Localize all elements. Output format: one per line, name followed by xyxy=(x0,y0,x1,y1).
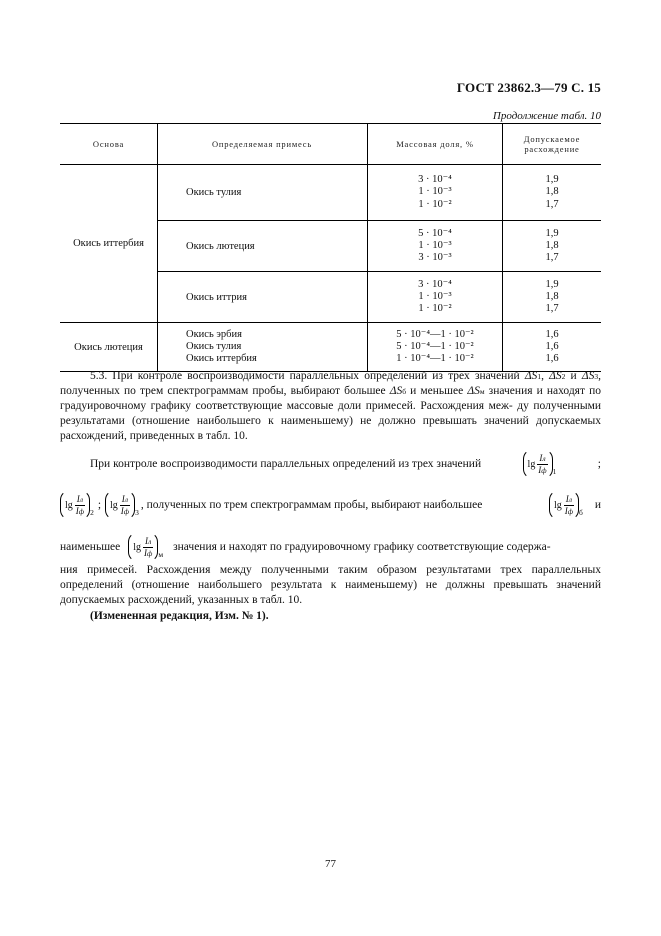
subscript: б xyxy=(579,508,583,517)
denominator: I xyxy=(120,505,124,516)
tolerance-value: 1,6 xyxy=(545,353,559,365)
tolerance-value: 1,8 xyxy=(545,239,559,251)
tolerance-value: 1,7 xyxy=(545,198,559,210)
fraction-value: 1 · 10⁻⁴—1 · 10⁻² xyxy=(396,353,474,365)
lg-label: lg xyxy=(65,499,73,511)
fraction xyxy=(120,494,130,517)
fraction-value: 1 · 10⁻² xyxy=(418,198,452,210)
formula-lg-ratio-2 xyxy=(60,490,94,520)
col-header-tolerance: Допускаемое расхождение xyxy=(503,124,602,165)
subscript: м xyxy=(479,387,485,396)
fraction xyxy=(143,536,153,559)
table-continuation-label: Продолжение табл. 10 xyxy=(492,110,601,122)
fraction-value: 1 · 10⁻³ xyxy=(418,239,452,251)
table-row xyxy=(60,165,601,221)
subscript: 1 xyxy=(552,467,557,476)
subscript: л xyxy=(148,536,152,546)
impurity-name: Окись тулия xyxy=(186,340,242,352)
text: и xyxy=(594,498,601,511)
col-header-impurity: Определяемая примесь xyxy=(158,124,368,165)
cell-fractions xyxy=(368,221,503,272)
paragraph-2-line-3 xyxy=(60,532,601,562)
fraction xyxy=(537,453,547,476)
lg-label: lg xyxy=(527,458,536,470)
lg-label: lg xyxy=(110,499,118,511)
symbol: ΔS xyxy=(581,370,595,382)
subscript: м xyxy=(158,550,164,559)
fraction xyxy=(75,494,85,517)
formula-lg-ratio-min xyxy=(128,532,163,562)
fraction xyxy=(564,494,574,517)
paragraph-2-line-1 xyxy=(90,449,601,479)
subscript: 2 xyxy=(561,372,566,381)
formula-paren xyxy=(549,490,579,520)
fraction-value: 3 · 10⁻⁴ xyxy=(418,278,452,290)
cell-base: Окись лютеция xyxy=(60,323,158,372)
text: и xyxy=(565,370,582,382)
subscript: б xyxy=(402,387,407,396)
page-number: 77 xyxy=(325,858,336,870)
formula-lg-ratio-1 xyxy=(523,449,557,479)
cell-tolerances xyxy=(503,165,602,221)
subscript: л xyxy=(124,494,129,504)
tolerance-value: 1,8 xyxy=(545,186,559,198)
formula-paren xyxy=(128,532,158,562)
subscript: л xyxy=(568,494,573,504)
symbol: ΔS xyxy=(524,370,538,382)
paragraph-2-rest: ния примесей. Расхождения между полученными таким образом результатами трех параллельных определений (отношение наибольшего результата к наименьшему) не должны превышать значений допускаемых расхождений, указанных в табл. 10. xyxy=(60,564,601,606)
tolerance-value: 1,6 xyxy=(545,328,559,340)
subscript: л xyxy=(542,453,546,463)
document-header: ГОСТ 23862.3—79 С. 15 xyxy=(456,80,601,95)
subscript: ф xyxy=(78,506,85,516)
lg-label: lg xyxy=(553,499,562,511)
impurity-name: Окись эрбия xyxy=(186,328,242,340)
fraction-value: 1 · 10⁻³ xyxy=(418,290,452,302)
subscript: ф xyxy=(123,506,130,516)
denominator: I xyxy=(564,505,568,516)
subscript: ф xyxy=(541,465,547,475)
tolerance-value: 1,7 xyxy=(545,303,559,315)
subscript: 1 xyxy=(537,372,542,381)
cell-impurity: Окись иттрия xyxy=(158,272,368,323)
symbol: ΔS xyxy=(467,385,480,397)
fraction-value: 3 · 10⁻⁴ xyxy=(418,174,452,186)
table-header-row xyxy=(60,124,601,165)
col-header-fraction: Массовая доля, % xyxy=(368,124,503,165)
table-row xyxy=(60,323,601,372)
cell-tolerances xyxy=(503,272,602,323)
tolerance-value: 1,9 xyxy=(545,227,559,239)
numerator: I xyxy=(145,535,149,546)
data-table xyxy=(60,123,601,372)
subscript: ф xyxy=(147,548,153,558)
tolerance-value: 1,9 xyxy=(545,278,559,290)
cell-tolerances xyxy=(503,323,602,372)
tolerance-value: 1,8 xyxy=(545,290,559,302)
paragraph-2-line-2 xyxy=(60,490,601,520)
formula-lg-ratio-3 xyxy=(105,490,139,520)
cell-impurities xyxy=(158,323,368,372)
text: ; xyxy=(597,457,601,470)
tolerance-value: 1,9 xyxy=(545,174,559,186)
symbol: ΔS xyxy=(389,385,403,397)
text: 5.3. При контроле воспроизводимости параллельных определений из трех значений xyxy=(90,370,525,382)
text: ; xyxy=(97,498,102,511)
numerator: I xyxy=(539,452,543,463)
text: , полученных по трем спектрограммам пробы, выбирают наибольшее xyxy=(140,498,483,511)
text: значения и находят по градуировочному графику соответствующие массовые доли примесей. Расхождения меж- ду полученными результатами (отношение наибольшего к наименьшему) не должно превышать значений допускаемых расхождений, приведенных в табл. 10. xyxy=(60,385,601,442)
cell-fractions xyxy=(368,323,503,372)
cell-impurity: Окись тулия xyxy=(158,165,368,221)
text: , полученных по трем спектрограммам пробы, выбирают большее xyxy=(60,370,602,397)
subscript: ф xyxy=(567,506,574,516)
numerator: I xyxy=(121,493,125,504)
text: , xyxy=(541,370,550,382)
cell-fractions xyxy=(368,165,503,221)
fraction-value: 3 · 10⁻³ xyxy=(418,252,452,264)
text: значения и находят по градуировочному графику соответствующие содержа- xyxy=(173,540,551,553)
subscript: 3 xyxy=(135,508,139,517)
denominator: I xyxy=(144,547,148,558)
fraction-value: 1 · 10⁻³ xyxy=(418,186,452,198)
text: При контроле воспроизводимости параллельных определений из трех значений xyxy=(90,457,482,470)
paragraph-5-3 xyxy=(60,369,601,444)
symbol: ΔS xyxy=(549,370,562,382)
tolerance-value: 1,7 xyxy=(545,252,559,264)
subscript: л xyxy=(79,494,84,504)
denominator: I xyxy=(75,505,79,516)
numerator: I xyxy=(565,493,569,504)
amendment-note: (Измененная редакция, Изм. № 1). xyxy=(90,610,269,622)
col-header-base: Основа xyxy=(60,124,158,165)
formula-paren xyxy=(523,449,553,479)
impurity-name: Окись иттербия xyxy=(186,353,257,365)
fraction-value: 1 · 10⁻² xyxy=(418,303,452,315)
text: наименьшее xyxy=(60,540,121,553)
formula-paren xyxy=(105,490,135,520)
denominator: I xyxy=(538,464,542,475)
numerator: I xyxy=(76,493,80,504)
subscript: 2 xyxy=(90,508,94,517)
tolerance-value: 1,6 xyxy=(545,340,559,352)
cell-base: Окись иттербия xyxy=(60,165,158,323)
cell-impurity: Окись лютеция xyxy=(158,221,368,272)
formula-paren xyxy=(60,490,90,520)
cell-tolerances xyxy=(503,221,602,272)
fraction-value: 5 · 10⁻⁴—1 · 10⁻² xyxy=(396,328,474,340)
formula-lg-ratio-max xyxy=(549,490,583,520)
subscript: 3 xyxy=(594,372,599,381)
lg-label: lg xyxy=(133,541,142,553)
fraction-value: 5 · 10⁻⁴ xyxy=(418,227,452,239)
cell-fractions xyxy=(368,272,503,323)
text: и меньшее xyxy=(406,385,468,397)
fraction-value: 5 · 10⁻⁴—1 · 10⁻² xyxy=(396,340,474,352)
